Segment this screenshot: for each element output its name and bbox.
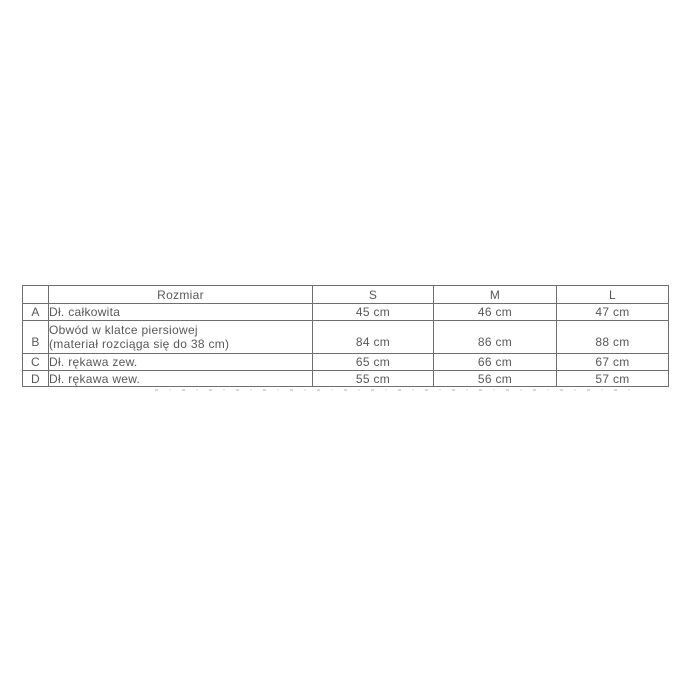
table-row-a	[23, 304, 669, 321]
row-value-m-cell: 56 cm	[434, 371, 557, 387]
row-label-line1: Obwód w klatce piersiowej	[49, 323, 198, 337]
row-value-s-cell: 84 cm	[313, 321, 434, 354]
table-row-c	[23, 354, 669, 371]
row-label-cell: Dł. rękawa wew.	[49, 371, 313, 387]
header-size-m-cell: M	[434, 286, 557, 304]
row-letter-cell: B	[23, 321, 49, 354]
row-value-m-cell: 46 cm	[434, 304, 557, 321]
table-row-d	[23, 371, 669, 387]
row-value-l-cell: 88 cm	[557, 321, 669, 354]
row-value-l-cell: 67 cm	[557, 354, 669, 371]
header-corner-cell	[23, 286, 49, 304]
row-letter-cell: C	[23, 354, 49, 371]
row-value-m-cell: 66 cm	[434, 354, 557, 371]
row-letter-cell: D	[23, 371, 49, 387]
table-header-row	[23, 286, 669, 304]
size-chart-table	[22, 285, 669, 387]
header-rozmiar-cell: Rozmiar	[49, 286, 313, 304]
row-label-cell: Dł. całkowita	[49, 304, 313, 321]
row-value-l-cell: 57 cm	[557, 371, 669, 387]
row-value-s-cell: 45 cm	[313, 304, 434, 321]
header-size-l-cell: L	[557, 286, 669, 304]
row-value-m-cell: 86 cm	[434, 321, 557, 354]
row-label-cell	[49, 321, 313, 354]
row-value-l-cell: 47 cm	[557, 304, 669, 321]
header-size-s-cell: S	[313, 286, 434, 304]
cropped-text-artifact	[155, 389, 633, 391]
row-value-s-cell: 65 cm	[313, 354, 434, 371]
row-label-cell: Dł. rękawa zew.	[49, 354, 313, 371]
row-letter-cell: A	[23, 304, 49, 321]
table-row-b	[23, 321, 669, 354]
row-label-line2: (materiał rozciąga się do 38 cm)	[49, 337, 230, 351]
row-value-s-cell: 55 cm	[313, 371, 434, 387]
